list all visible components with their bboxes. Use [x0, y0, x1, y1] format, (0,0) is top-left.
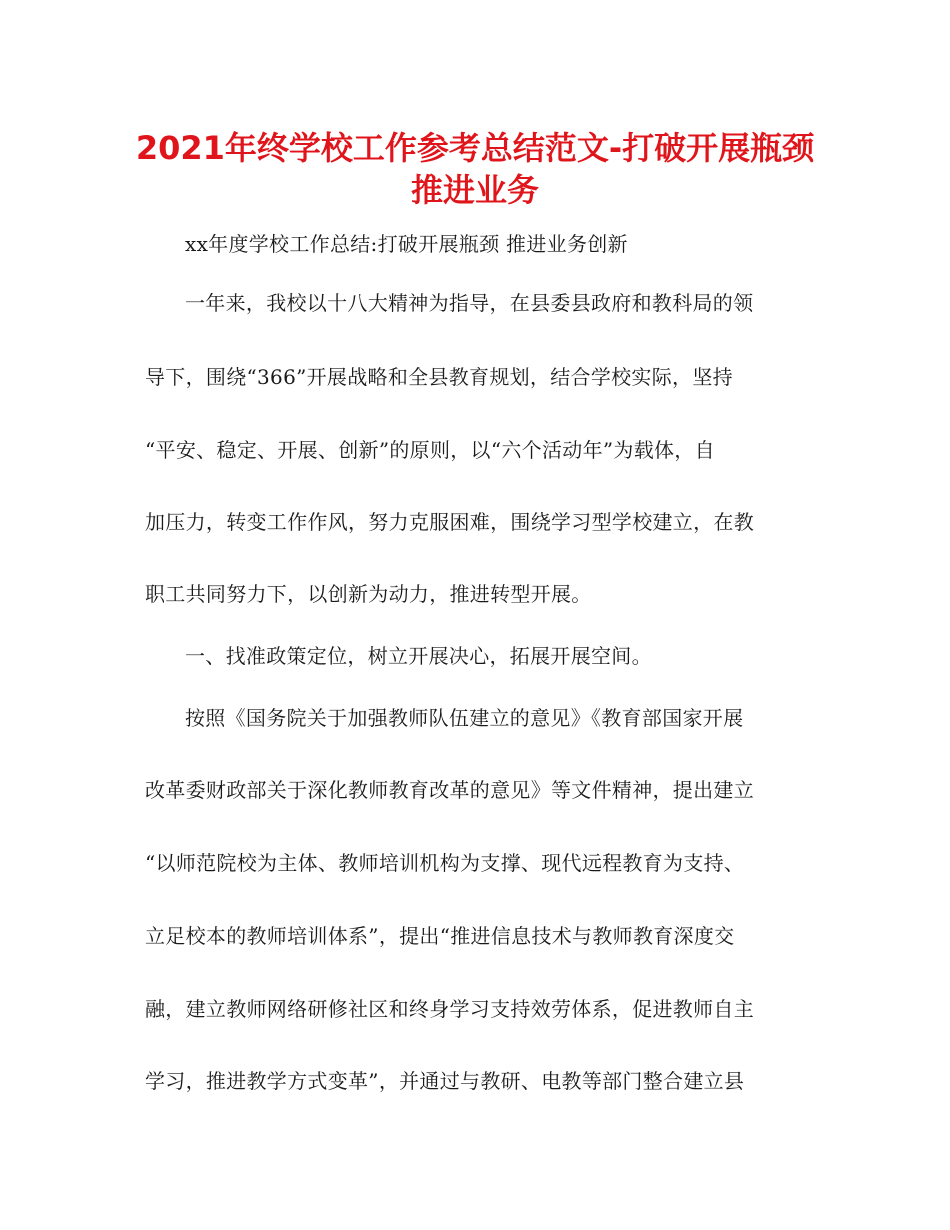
paragraph-line: 按照《国务院关于加强教师队伍建立的意见》《教育部国家开展 [185, 706, 744, 730]
section-heading-line: 一、找准政策定位，树立开展决心，拓展开展空间。 [185, 644, 652, 668]
document-title-line-1: 2021年终学校工作参考总结范文-打破开展瓶颈 [135, 129, 815, 167]
paragraph-line: 学习，推进教学方式变革”，并通过与教研、电教等部门整合建立县 [145, 1069, 745, 1093]
subtitle-line: xx年度学校工作总结:打破开展瓶颈 推进业务创新 [185, 232, 628, 256]
paragraph-line: 职工共同努力下，以创新为动力，推进转型开展。 [145, 582, 592, 606]
paragraph-line: 融，建立教师网络研修社区和终身学习支持效劳体系，促进教师自主 [145, 997, 754, 1021]
paragraph-line: 加压力，转变工作作风，努力克服困难，围绕学习型学校建立，在教 [145, 510, 754, 534]
paragraph-line: “平安、稳定、开展、创新”的原则，以“六个活动年”为载体，自 [145, 438, 715, 462]
paragraph-line: 立足校本的教师培训体系”，提出“推进信息技术与教师教育深度交 [145, 924, 735, 948]
paragraph-line: 一年来，我校以十八大精神为指导，在县委县政府和教科局的领 [185, 291, 754, 315]
paragraph-line: “以师范院校为主体、教师培训机构为支撑、现代远程教育为支持、 [145, 851, 745, 875]
document-title-line-2: 推进业务 [410, 171, 539, 209]
paragraph-line: 导下，围绕“366”开展战略和全县教育规划，结合学校实际，坚持 [145, 365, 733, 389]
paragraph-line: 改革委财政部关于深化教师教育改革的意见》等文件精神，提出建立 [145, 778, 754, 802]
